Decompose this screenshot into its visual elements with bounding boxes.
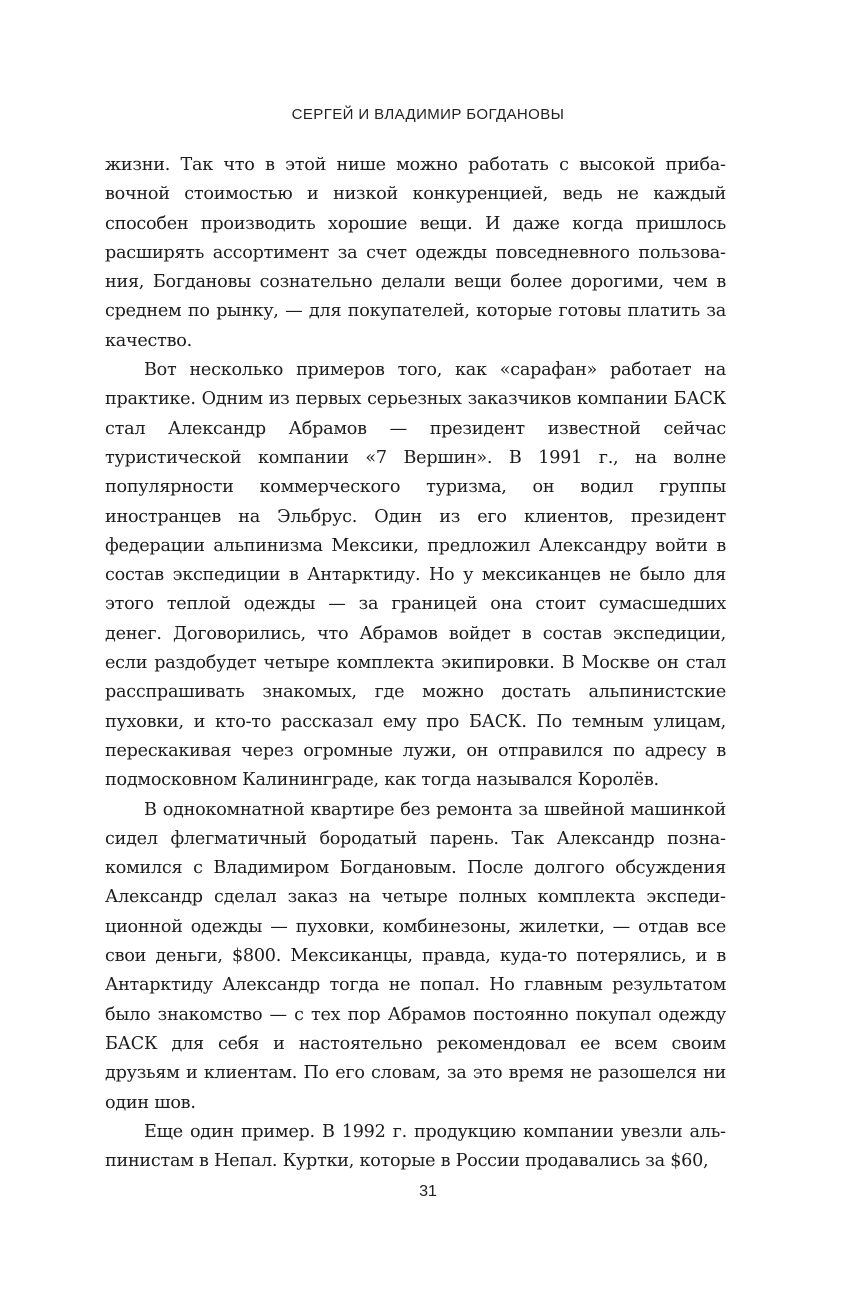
paragraph-3: В однокомнатной квартире без ремонта за швейной машинкой сидел флегматичный бородатый парень. Так Александр познакомился с Владимиром Богдановым. После долгого обсуждения Александр сделал заказ на четыре полных комплекта экспедиционной одежды — пуховки, комбинезоны, жилетки, — отдав все свои деньги, $800. Мексиканцы, правда, куда-то потерялись, и в Антарктиду Александр тогда не попал. Но главным результатом было знакомство — с тех пор Абрамов постоянно покупал одежду БАСК для себя и настоятельно рекомендовал ее всем своим друзьям и клиентам. По его словам, за это время не разошелся ни один шов. bbox=[105, 799, 726, 1113]
running-head: СЕРГЕЙ И ВЛАДИМИР БОГДАНОВЫ bbox=[291, 106, 565, 123]
paragraph-4: Еще один пример. В 1992 г. продукцию компании увезли альпинистам в Непал. Куртки, которые в России продавались за $60, bbox=[105, 1121, 726, 1172]
body-text bbox=[105, 151, 726, 1176]
page-number: 31 bbox=[419, 1183, 437, 1200]
paragraph-1: жизни. Так что в этой нише можно работать с высокой прибавочной стоимостью и низкой конкуренцией, ведь не каждый способен производить хорошие вещи. И даже когда пришлось расширять ассортимент за счет одежды повседневного пользования, Богдановы сознательно делали вещи более дорогими, чем в среднем по рынку, — для покупателей, которые готовы платить за качество. bbox=[105, 155, 726, 351]
paragraph-2: Вот несколько примеров того, как «сарафан» работает на практике. Одним из первых серьезных заказчиков компании БАСК стал Александр Абрамов — президент известной сейчас туристической компании «7 Вершин». В 1991 г., на волне популярности коммерческого туризма, он водил группы иностранцев на Эльбрус. Один из его клиентов, президент федерации альпинизма Мексики, предложил Александру войти в состав экспедиции в Антарктиду. Но у мексиканцев не было для этого теплой одежды — за границей она стоит сумасшедших денег. Договорились, что Абрамов войдет в состав экспедиции, если раздобудет четыре комплекта экипировки. В Москве он стал расспрашивать знакомых, где можно достать альпинистские пуховки, и кто-то рассказал ему про БАСК. По темным улицам, перескакивая через огромные лужи, он отправился по адресу в подмосковном Калининграде, как тогда назывался Королёв. bbox=[105, 360, 726, 791]
